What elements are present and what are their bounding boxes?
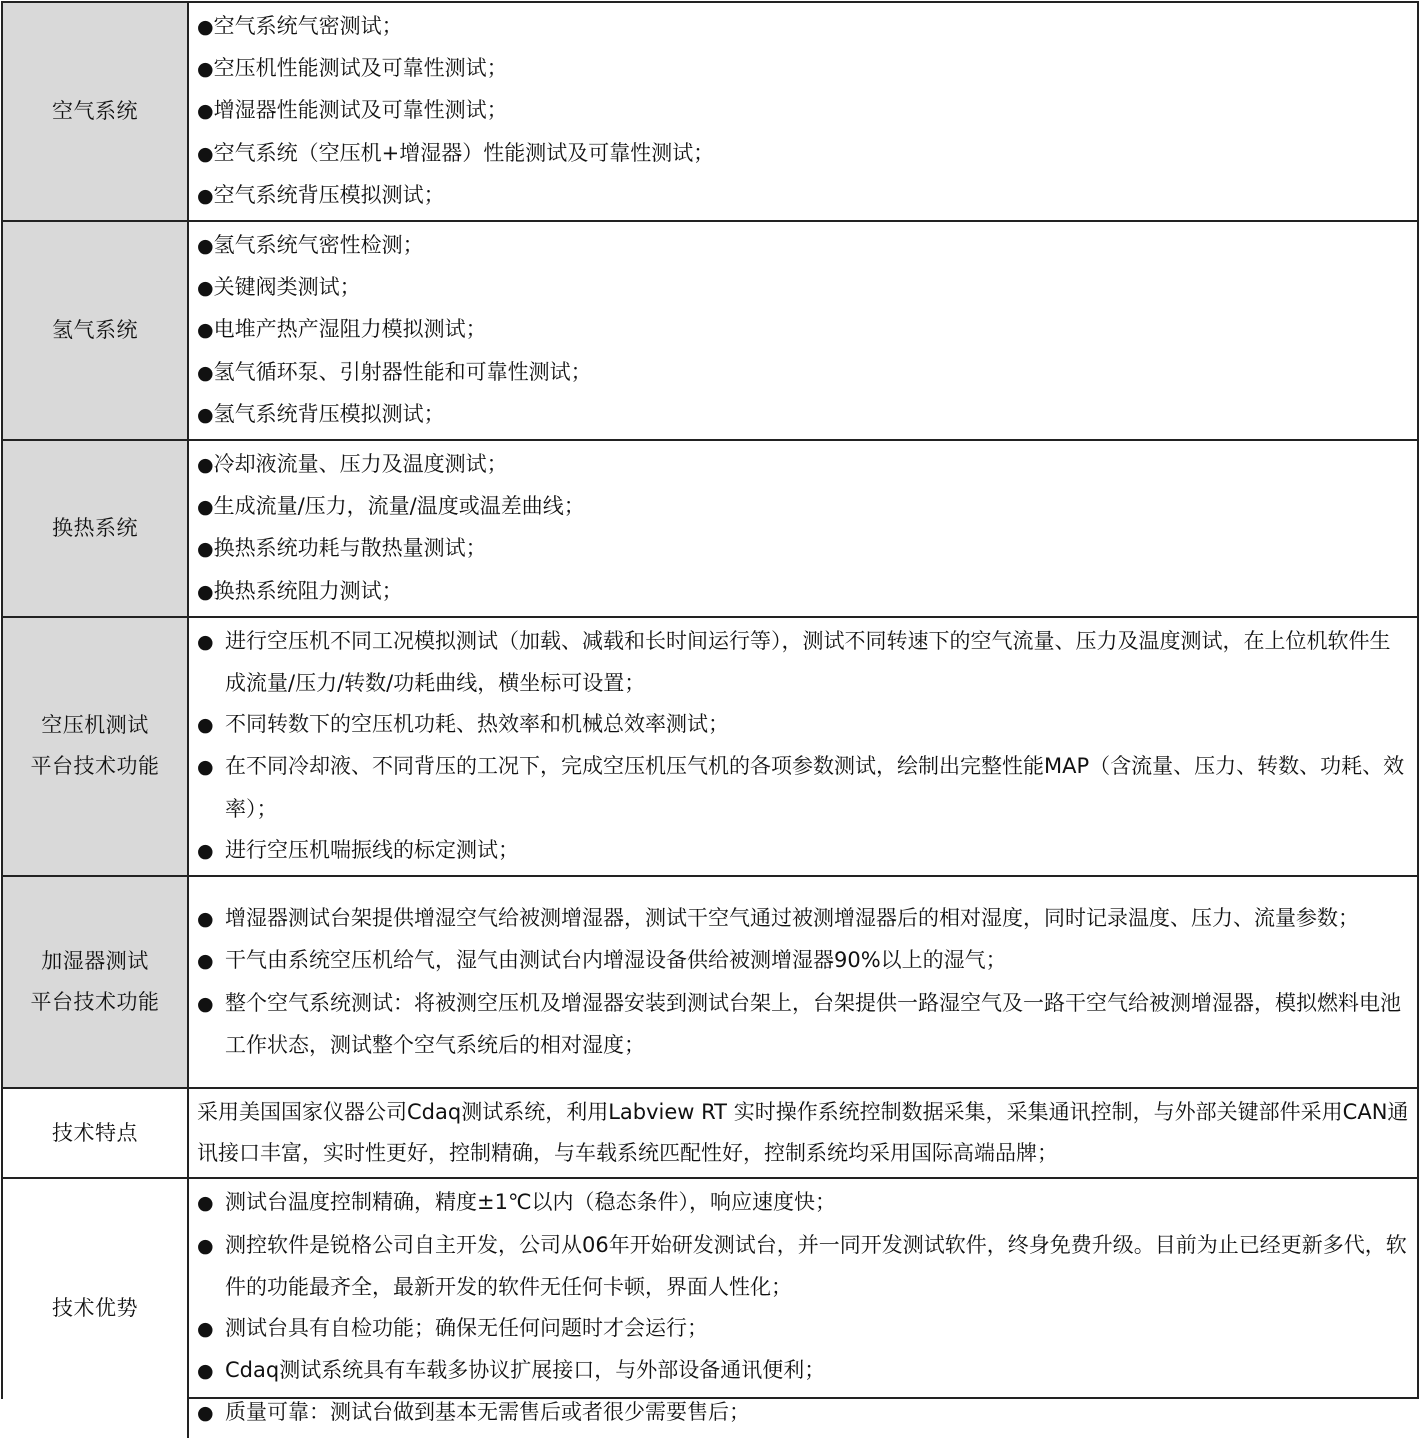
row-content-cell (188, 1088, 1417, 1178)
bullet-icon: ● (197, 580, 214, 603)
bullet-icon: ● (197, 950, 214, 973)
list-item-text: 空气系统气密测试； (213, 14, 403, 38)
list-item-text: 不同转数下的空压机功耗、热效率和机械总效率测试； (225, 712, 729, 737)
bullet-icon: ● (197, 454, 214, 477)
bullet-icon: ● (197, 277, 214, 300)
list-item-text: 质量可靠：测试台做到基本无需售后或者很少需要售后； (225, 1400, 750, 1425)
list-item (197, 571, 1409, 613)
list-item-text: 测控软件是锐格公司自主开发，公司从06年开始研发测试台，并一同开发测试软件，终身免费升级。目前为止已经更新多代，软件的功能最齐全，最新开发的软件无任何卡顿，界面人性化； (225, 1232, 1407, 1299)
table-row (3, 221, 1417, 440)
list-item-text: 换热系统阻力测试； (213, 578, 403, 603)
list-item-text: 冷却液流量、压力及温度测试； (213, 452, 508, 477)
bullet-icon: ● (197, 1360, 214, 1383)
table-row (3, 3, 1417, 221)
bullet-icon: ● (197, 714, 214, 737)
row-label: 空压机测试 (41, 713, 149, 738)
list-item-text: 空气系统（空压机+增湿器）性能测试及可靠性测试； (213, 140, 715, 165)
row-label: 平台技术功能 (30, 990, 160, 1015)
list-item-text: 干气由系统空压机给气，湿气由测试台内增湿设备供给被测增湿器90%以上的湿气； (225, 948, 1007, 973)
list-item (197, 983, 1409, 1066)
bullet-icon: ● (197, 756, 214, 779)
list-item (197, 394, 1409, 436)
list-item (197, 1182, 1409, 1224)
list-item-text: 进行空压机喘振线的标定测试； (225, 837, 519, 862)
row-label-cell (3, 221, 188, 440)
bullet-icon: ● (197, 496, 214, 519)
row-content-cell (188, 3, 1417, 221)
row-label: 技术优势 (52, 1296, 138, 1321)
bullet-icon: ● (197, 361, 214, 384)
row-label-cell (3, 3, 188, 221)
bullet-icon: ● (197, 630, 214, 653)
list-item (197, 309, 1409, 351)
row-content-cell (188, 1178, 1417, 1437)
list-item-text: 空气系统背压模拟测试； (213, 182, 445, 207)
bullet-icon: ● (197, 142, 214, 165)
table-row (3, 1088, 1417, 1178)
list-item-text: 增湿器测试台架提供增湿空气给被测增湿器，测试干空气通过被测增湿器后的相对湿度，同时记录温度、压力、流量参数； (225, 906, 1359, 931)
list-item-text: 整个空气系统测试：将被测空压机及增湿器安装到测试台架上，台架提供一路湿空气及一路干空气给被测增湿器，模拟燃料电池工作状态，测试整个空气系统后的相对湿度； (225, 990, 1401, 1057)
paragraph-text: 采用美国国家仪器公司Cdaq测试系统，利用Labview RT 实时操作系统控制数据采集，采集通讯控制，与外部关键部件采用CAN通讯接口丰富，实时性更好，控制精确，与车载系统匹配性好，控制系统均采用国际高端品牌； (197, 1100, 1409, 1166)
list-item (197, 133, 1409, 175)
spec-table-body (3, 3, 1417, 1438)
list-item (197, 90, 1409, 132)
row-label-cell (3, 1088, 188, 1178)
list-item (197, 486, 1409, 528)
row-label-cell (3, 1178, 188, 1437)
row-label: 技术特点 (52, 1120, 138, 1145)
row-label: 氢气系统 (52, 318, 138, 343)
list-item (197, 528, 1409, 570)
row-label: 换热系统 (52, 515, 138, 540)
row-label-cell (3, 876, 188, 1088)
bullet-icon: ● (197, 100, 214, 123)
bullet-icon: ● (197, 1318, 214, 1341)
list-item-text: 氢气系统背压模拟测试； (213, 401, 445, 426)
list-item (197, 267, 1409, 309)
list-item-text: 氢气循环泵、引射器性能和可靠性测试； (213, 359, 592, 384)
list-item (197, 1225, 1409, 1308)
bullet-icon: ● (197, 908, 214, 931)
bullet-icon: ● (197, 403, 214, 426)
list-item-text: Cdaq测试系统具有车载多协议扩展接口，与外部设备通讯便利； (225, 1358, 826, 1383)
list-item (197, 746, 1409, 829)
bullet-icon: ● (197, 319, 214, 342)
list-item (197, 898, 1409, 940)
list-item (197, 621, 1409, 704)
bullet-icon: ● (197, 538, 214, 561)
list-item-text: 生成流量/压力，流量/温度或温差曲线； (213, 494, 585, 519)
list-item-text: 关键阀类测试； (213, 275, 361, 300)
bullet-icon: ● (197, 1192, 214, 1215)
list-item-text: 换热系统功耗与散热量测试； (213, 536, 487, 561)
row-label: 平台技术功能 (30, 754, 160, 779)
list-item-text: 测试台温度控制精确，精度±1℃以内（稳态条件），响应速度快； (225, 1190, 837, 1215)
table-row (3, 1178, 1417, 1437)
table-row (3, 617, 1417, 876)
list-item-text: 测试台具有自检功能；确保无任何问题时才会运行； (225, 1316, 708, 1341)
bullet-icon: ● (197, 235, 214, 258)
row-label: 加湿器测试 (41, 949, 149, 974)
list-item (197, 6, 1409, 48)
row-content-cell (188, 440, 1417, 617)
row-label: 空气系统 (52, 99, 138, 123)
row-content-cell (188, 221, 1417, 440)
list-item (197, 830, 1409, 872)
spec-table (3, 3, 1417, 1438)
list-item-text: 进行空压机不同工况模拟测试（加载、减载和长时间运行等），测试不同转速下的空气流量、压力及温度测试，在上位机软件生成流量/压力/转数/功耗曲线，横坐标可设置； (225, 628, 1391, 696)
bullet-icon: ● (197, 1234, 214, 1257)
bullet-icon: ● (197, 16, 214, 38)
list-item (197, 1308, 1409, 1350)
row-label-cell (3, 617, 188, 876)
list-item (197, 175, 1409, 217)
list-item-text: 增湿器性能测试及可靠性测试； (213, 98, 508, 123)
table-row (3, 440, 1417, 617)
spec-table-container (1, 1, 1419, 1425)
list-item (197, 444, 1409, 486)
list-item-text: 在不同冷却液、不同背压的工况下，完成空压机压气机的各项参数测试，绘制出完整性能MAP（含流量、压力、转数、功耗、效率）； (225, 754, 1405, 821)
list-item (197, 48, 1409, 90)
bullet-icon: ● (197, 1402, 214, 1425)
list-item (197, 1392, 1409, 1434)
row-label-cell (3, 440, 188, 617)
row-content-cell (188, 876, 1417, 1088)
list-item (197, 352, 1409, 394)
list-item (197, 225, 1409, 267)
list-item (197, 940, 1409, 982)
table-row (3, 876, 1417, 1088)
list-item-text: 电堆产热产湿阻力模拟测试； (213, 317, 487, 342)
bullet-icon: ● (197, 58, 214, 81)
list-item (197, 704, 1409, 746)
list-item-text: 空压机性能测试及可靠性测试； (213, 56, 508, 81)
bullet-icon: ● (197, 839, 214, 862)
list-item (197, 1350, 1409, 1392)
bullet-icon: ● (197, 992, 214, 1015)
bullet-icon: ● (197, 184, 214, 207)
list-item-text: 氢气系统气密性检测； (213, 233, 424, 258)
row-content-cell (188, 617, 1417, 876)
